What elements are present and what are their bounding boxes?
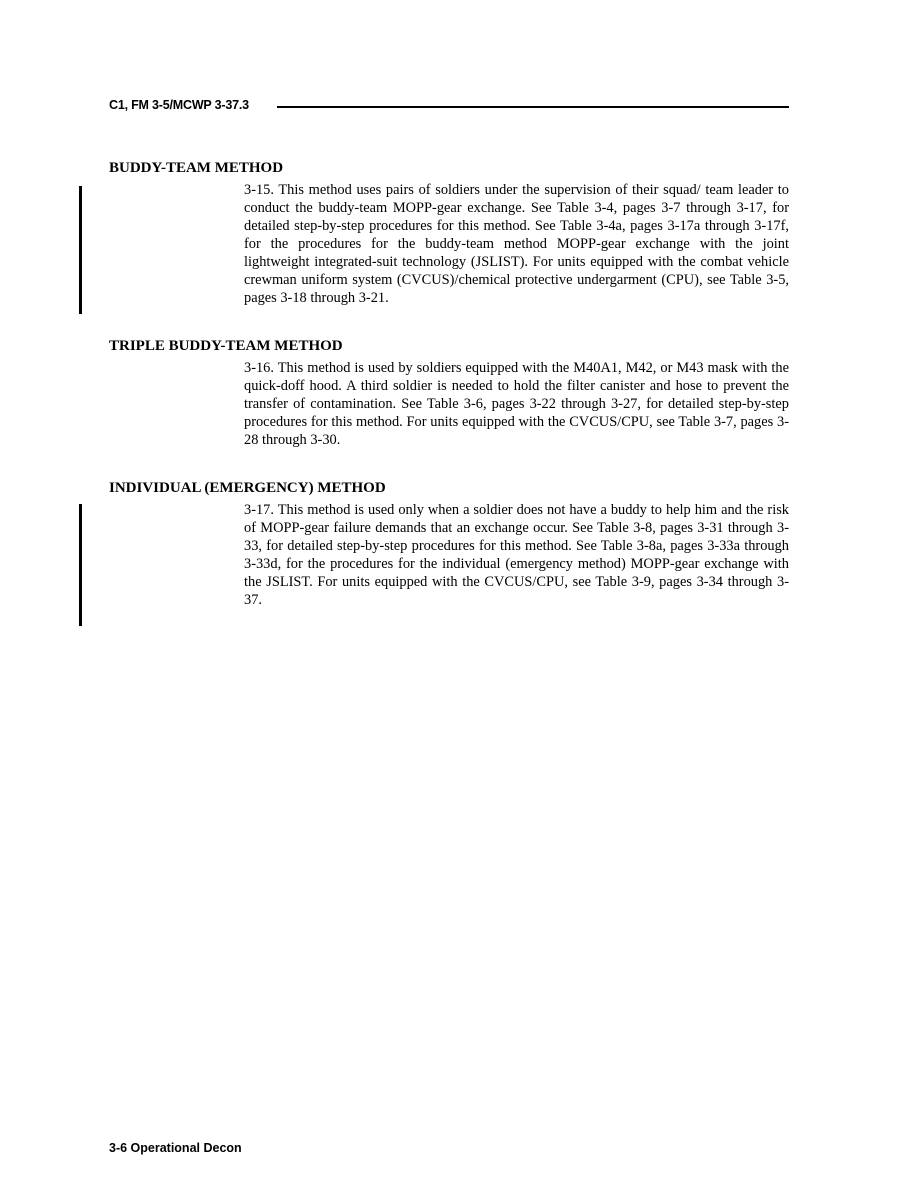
- section-paragraph: 3-15. This method uses pairs of soldiers under the supervision of their squad/ team leader to conduct the buddy-team MOPP-gear exchange. See Table 3-4, pages 3-7 through 3-17, for detailed step-by-step procedures for this method. See Table 3-4a, pages 3-17a through 3-17f, for the procedures for the buddy-team method MOPP-gear exchange with the joint lightweight integrated-suit technology (JSLIST). For units equipped with the combat vehicle crewman uniform system (CVCUS)/chemical protective undergarment (CPU), see Table 3-5, pages 3-18 through 3-21.: [244, 182, 789, 306]
- section-buddy-team: [109, 159, 789, 307]
- section-paragraph: 3-17. This method is used only when a soldier does not have a buddy to help him and the risk of MOPP-gear failure demands that an exchange occur. See Table 3-8, pages 3-31 through 3-33, for detailed step-by-step procedures for this method. See Table 3-8a, pages 3-33a through 3-33d, for the procedures for the individual (emergency method) MOPP-gear exchange with the JSLIST. For units equipped with the CVCUS/CPU, see Table 3-9, pages 3-34 through 3-37.: [244, 502, 789, 608]
- running-head-text: C1, FM 3-5/MCWP 3-37.3: [109, 98, 249, 112]
- header-rule: [277, 106, 789, 108]
- running-header: [109, 96, 789, 114]
- change-bar: [79, 186, 82, 314]
- section-heading: TRIPLE BUDDY-TEAM METHOD: [109, 338, 343, 354]
- page-footer: 3-6 Operational Decon: [109, 1141, 242, 1155]
- section-paragraph: 3-16. This method is used by soldiers equipped with the M40A1, M42, or M43 mask with the quick-doff hood. A third soldier is needed to hold the filter canister and hose to prevent the transfer of contamination. See Table 3-6, pages 3-22 through 3-27, for detailed step-by-step procedures for this method. For units equipped with the CVCUS/CPU, see Table 3-7, pages 3-28 through 3-30.: [244, 360, 789, 448]
- section-heading: INDIVIDUAL (EMERGENCY) METHOD: [109, 480, 386, 496]
- change-bar: [79, 504, 82, 626]
- section-individual-emergency: [109, 479, 789, 609]
- section-heading: BUDDY-TEAM METHOD: [109, 160, 284, 176]
- section-triple-buddy-team: [109, 337, 789, 449]
